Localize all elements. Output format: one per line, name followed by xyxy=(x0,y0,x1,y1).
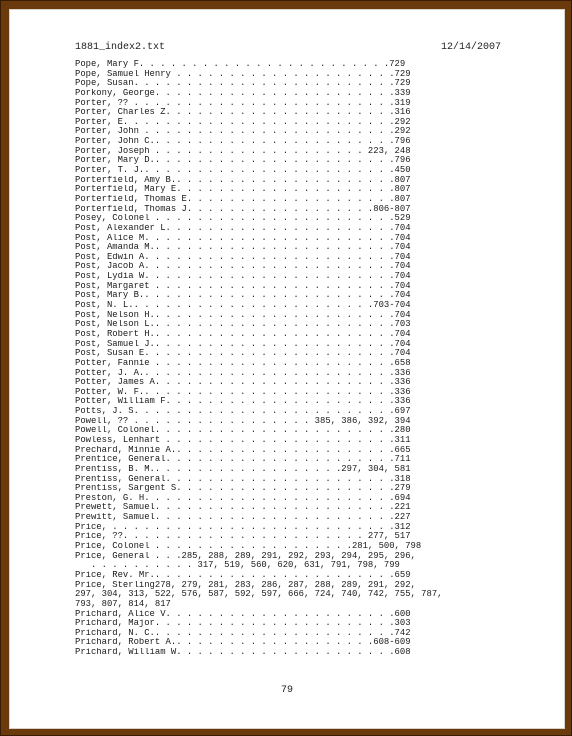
index-entry: Pope, Mary F. . . . . . . . . . . . . . . . . . . . . . . .729 xyxy=(75,60,406,69)
index-entry: Prichard, Major. . . . . . . . . . . . . . . . . . . . . . .303 xyxy=(75,619,411,629)
index-entry: Porter, Joseph . . . . . . . . . . . . . . . . . . . . 223, 248 xyxy=(75,146,411,156)
index-entry: Prewitt, Samuel. . . . . . . . . . . . . . . . . . . . . . .227 xyxy=(75,513,411,523)
index-entry: . . . . . . . . . . 317, 519, 560, 620, 631, 791, 798, 799 xyxy=(75,561,400,571)
index-entry: Posey, Colonel . . . . . . . . . . . . . . . . . . . . . . .529 xyxy=(75,214,411,224)
index-entry: Post, N. L.. . . . . . . . . . . . . . . . . . . . . . .703-704 xyxy=(75,301,411,311)
index-entry: Powell, Colonel. . . . . . . . . . . . . . . . . . . . . . .280 xyxy=(75,426,411,436)
index-entry: Porterfield, Mary E. . . . . . . . . . . . . . . . . . . . .807 xyxy=(75,185,411,195)
index-entry: Price, General . . .285, 288, 289, 291, 292, 293, 294, 295, 296, xyxy=(75,551,416,561)
index-entry: Post, Margaret . . . . . . . . . . . . . . . . . . . . . . .704 xyxy=(75,281,411,291)
header-filename: 1881_index2.txt xyxy=(75,42,166,53)
index-entry: 297, 304, 313, 522, 576, 587, 592, 597, 666, 724, 740, 742, 755, 787, xyxy=(75,590,443,600)
index-entry: Price, Rev. Mr.. . . . . . . . . . . . . . . . . . . . . . .659 xyxy=(75,570,411,580)
index-entry: Prewett, Samuel. . . . . . . . . . . . . . . . . . . . . . .221 xyxy=(75,503,411,513)
index-entry: Potter, Fannie . . . . . . . . . . . . . . . . . . . . . . .658 xyxy=(75,358,411,368)
index-entry: Porterfield, Thomas J. . . . . . . . . . . . . . . . . .806-807 xyxy=(75,204,411,214)
index-entry: Potts, J. S. . . . . . . . . . . . . . . . . . . . . . . . .697 xyxy=(75,407,411,417)
index-entry: Porter, John C.. . . . . . . . . . . . . . . . . . . . . . .796 xyxy=(75,137,411,147)
index-entry: Porter, Mary D.. . . . . . . . . . . . . . . . . . . . . . .796 xyxy=(75,156,411,166)
index-entry: Prentiss, Sargent S. . . . . . . . . . . . . . . . . . . . .279 xyxy=(75,484,411,494)
index-entry: Prechard, Minnie A.. . . . . . . . . . . . . . . . . . . . .665 xyxy=(75,445,411,455)
index-entry: Powless, Lenhart . . . . . . . . . . . . . . . . . . . . . .311 xyxy=(75,435,411,445)
index-entry: Prentiss, General. . . . . . . . . . . . . . . . . . . . . .318 xyxy=(75,474,411,484)
index-list xyxy=(75,60,445,658)
index-entry: Prichard, William W. . . . . . . . . . . . . . . . . . . . .608 xyxy=(75,648,411,658)
index-entry: Price, ??. . . . . . . . . . . . . . . . . . . . . . . 277, 517 xyxy=(75,532,411,542)
index-entry: Porter, Charles Z. . . . . . . . . . . . . . . . . . . . . .316 xyxy=(75,108,411,118)
index-entry: Potter, J. A.. . . . . . . . . . . . . . . . . . . . . . . .336 xyxy=(75,368,411,378)
index-entry: Prichard, Alice V. . . . . . . . . . . . . . . . . . . . . .600 xyxy=(75,609,411,619)
index-entry: Price, Sterling278, 279, 281, 283, 286, 287, 288, 289, 291, 292, xyxy=(75,580,416,590)
index-entry: Potter, W. F.. . . . . . . . . . . . . . . . . . . . . . . .336 xyxy=(75,387,411,397)
index-entry: Pope, Samuel Henry . . . . . . . . . . . . . . . . . . . . .729 xyxy=(75,69,411,79)
document-page xyxy=(9,9,565,729)
index-entry: Prichard, Robert A.. . . . . . . . . . . . . . . . . . .608-609 xyxy=(75,638,411,648)
index-entry: Post, Jacob A. . . . . . . . . . . . . . . . . . . . . . . .704 xyxy=(75,262,411,272)
index-entry: Porter, John . . . . . . . . . . . . . . . . . . . . . . . .292 xyxy=(75,127,411,137)
index-entry: 793, 807, 814, 817 xyxy=(75,599,171,609)
index-entry: Porterfield, Amy B.. . . . . . . . . . . . . . . . . . . . .807 xyxy=(75,175,411,185)
index-entry: Preston, G. H. . . . . . . . . . . . . . . . . . . . . . . .694 xyxy=(75,493,411,503)
index-entry: Pope, Susan. . . . . . . . . . . . . . . . . . . . . . . . .729 xyxy=(75,79,411,89)
index-entry: Post, Edwin A. . . . . . . . . . . . . . . . . . . . . . . .704 xyxy=(75,252,411,262)
header-date: 12/14/2007 xyxy=(440,42,501,53)
index-entry: Post, Susan E. . . . . . . . . . . . . . . . . . . . . . . .704 xyxy=(75,349,411,359)
index-entry: Porter, ?? . . . . . . . . . . . . . . . . . . . . . . . . .319 xyxy=(75,98,411,108)
index-entry: Prentiss, B. M.. . . . . . . . . . . . . . . . . .297, 304, 581 xyxy=(75,464,411,474)
index-entry: Post, Lydia W. . . . . . . . . . . . . . . . . . . . . . . .704 xyxy=(75,272,411,282)
index-entry: Post, Nelson L.. . . . . . . . . . . . . . . . . . . . . . .703 xyxy=(75,320,411,330)
index-entry: Potter, James A. . . . . . . . . . . . . . . . . . . . . . .336 xyxy=(75,378,411,388)
index-entry: Porkony, George. . . . . . . . . . . . . . . . . . . . . . .339 xyxy=(75,88,411,98)
index-entry: Powell, ?? . . . . . . . . . . . . . . . . . 385, 386, 392, 394 xyxy=(75,416,411,426)
index-entry: Price, Colonel . . . . . . . . . . . . . . . . . . .281, 500, 798 xyxy=(75,542,422,552)
index-entry: Post, Samuel J.. . . . . . . . . . . . . . . . . . . . . . .704 xyxy=(75,339,411,349)
index-entry: Post, Robert H.. . . . . . . . . . . . . . . . . . . . . . .704 xyxy=(75,329,411,339)
index-entry: Post, Mary B.. . . . . . . . . . . . . . . . . . . . . . . .704 xyxy=(75,291,411,301)
index-entry: Prichard, N. C.. . . . . . . . . . . . . . . . . . . . . . .742 xyxy=(75,628,411,638)
index-entry: Post, Alexander L. . . . . . . . . . . . . . . . . . . . . .704 xyxy=(75,223,411,233)
index-entry: Porter, T. J.. . . . . . . . . . . . . . . . . . . . . . . .450 xyxy=(75,166,411,176)
index-entry: Post, Alice M. . . . . . . . . . . . . . . . . . . . . . . .704 xyxy=(75,233,411,243)
index-entry: Post, Nelson H.. . . . . . . . . . . . . . . . . . . . . . .704 xyxy=(75,310,411,320)
page-number: 79 xyxy=(280,685,293,696)
index-entry: Price, . . . . . . . . . . . . . . . . . . . . . . . . . . .312 xyxy=(75,522,411,532)
index-entry: Post, Amanda M.. . . . . . . . . . . . . . . . . . . . . . .704 xyxy=(75,243,411,253)
index-entry: Potter, William F. . . . . . . . . . . . . . . . . . . . . .336 xyxy=(75,397,411,407)
index-entry: Porter, E. . . . . . . . . . . . . . . . . . . . . . . . . .292 xyxy=(75,117,411,127)
index-entry: Prentice, General. . . . . . . . . . . . . . . . . . . . . .711 xyxy=(75,455,411,465)
index-entry: Porterfield, Thomas E. . . . . . . . . . . . . . . . . . . .807 xyxy=(75,194,411,204)
